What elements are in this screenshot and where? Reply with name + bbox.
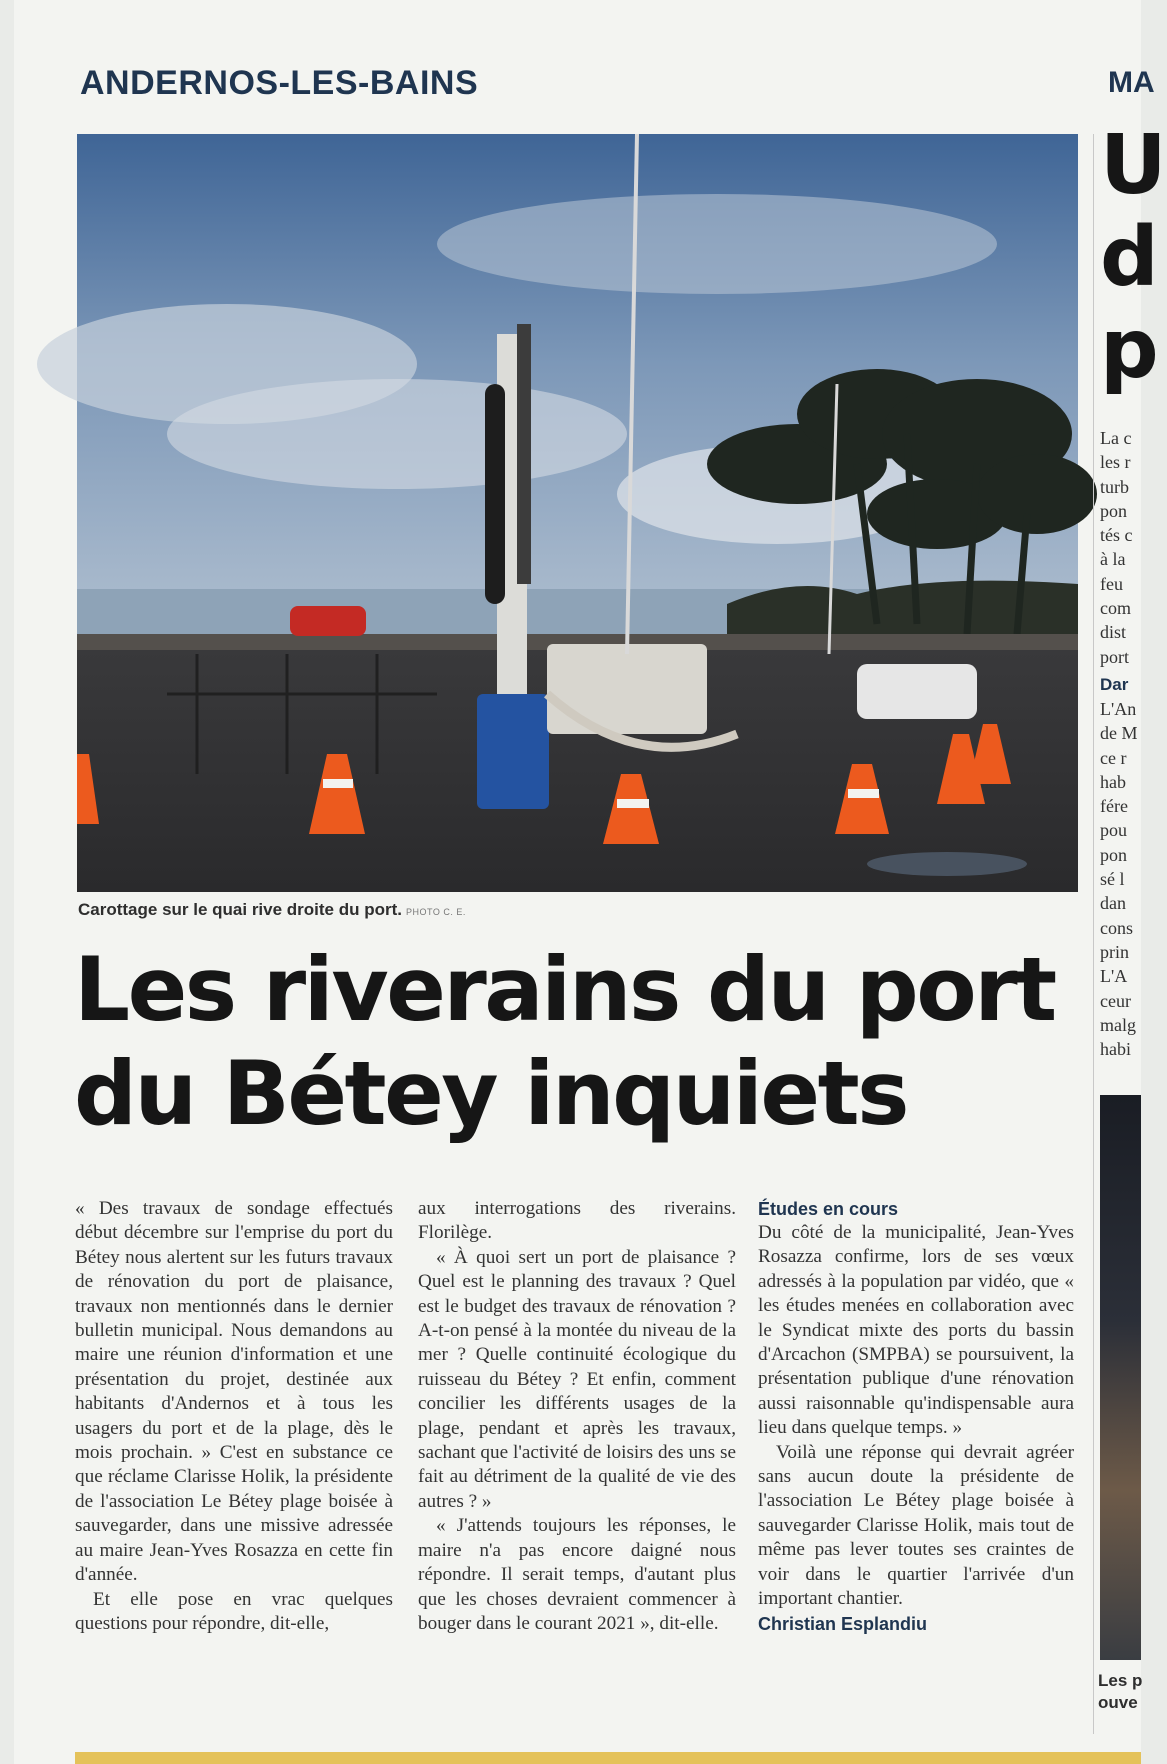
paragraph: Du côté de la municipalité, Jean-Yves Rosazza confirme, lors de ses vœux adressés à la population par vidéo, que « les études menées en collaboration avec le Syndicat mixte des ports du bassin d'Arcachon (SMPBA) se poursuivent, la présentation publique d'une rénovation aussi raisonnable qu'indispensable aura lieu dans quelque temps. » [758,1222,1074,1439]
paragraph: aux interrogations des riverains. Florilège. [418,1198,736,1244]
paragraph: Et elle pose en vrac quelques questions pour répondre, dit-elle, [75,1588,393,1634]
paragraph: « Des travaux de sondage effectués début décembre sur l'emprise du port du Bétey nous alertent sur les futurs travaux de rénovation du port de plaisance, travaux non mentionnés dans le dernier bulletin municipal. Nous demandons au maire une réunion d'information et une présentation du projet, destinée aux habitants d'Andernos et à tous les usagers du port et de la plage, dès le mois prochain. » C'est en substance ce que réclame Clarisse Holik, la présidente de l'association Le Bétey plage boisée à sauvegarder, dans une missive adressée au maire Jean-Yves Rosazza en cette fin d'année. [75,1198,393,1586]
article-column-2 [418,1197,736,1636]
article-column-1 [75,1197,393,1636]
article-photo [77,134,1078,892]
article-headline: Les riverains du port du Bétey inquiets [74,938,1055,1145]
column-divider [1093,134,1094,1734]
bottom-accent-band [75,1752,1141,1764]
adjacent-body-b: L'An de M ce r hab fére pou pon sé l dan cons prin L'A ceur malg habi [1100,698,1138,1060]
article-author: Christian Esplandiu [758,1613,928,1634]
adjacent-subhead-fragment: Dar [1100,674,1129,694]
section-heading: ANDERNOS-LES-BAINS [80,64,479,102]
caption-text: Carottage sur le quai rive droite du port. [78,900,402,919]
section-subhead: Études en cours [758,1199,899,1219]
drilling-rig-photo-illustration [77,134,1078,892]
article-column-3 [758,1197,1074,1636]
paragraph: « À quoi sert un port de plaisance ? Quel est le planning des travaux ? Quel est le budget des travaux de rénovation ? A-t-on pensé à la montée du niveau de la mer ? Quelle continuité écologique du ruisseau du Bétey ? Et enfin, comment concilier les différents usages de la plage, pendant et après les travaux, sachant que l'activité de loisirs des uns se fait au détriment de la qualité de vie des autres ? » [418,1246,736,1512]
paragraph: « J'attends toujours les réponses, le maire n'a pas encore daigné nous répondre. Il serait temps, d'autant plus que les choses devraient commencer à bouger dans le courant 2021 », dit-elle. [418,1515,736,1634]
adjacent-body-a: La c les r turb pon tés c à la feu com dist port [1100,428,1133,667]
next-section-heading-fragment: MA [1108,66,1155,99]
adjacent-headline-fragment: U d p [1100,118,1167,397]
adjacent-photo-fragment [1100,1095,1141,1660]
adjacent-caption-fragment: Les p ouve [1098,1671,1143,1712]
photo-caption [78,900,466,920]
paragraph: Voilà une réponse qui devrait agréer sans aucun doute la présidente de l'association Le Bétey plage boisée à sauvegarder Clarisse Holik, mais tout de même pas lever toutes ses craintes de voir dans le quartier l'arrivée d'un important chantier. [758,1441,1074,1610]
photo-credit: PHOTO C. E. [406,907,466,917]
